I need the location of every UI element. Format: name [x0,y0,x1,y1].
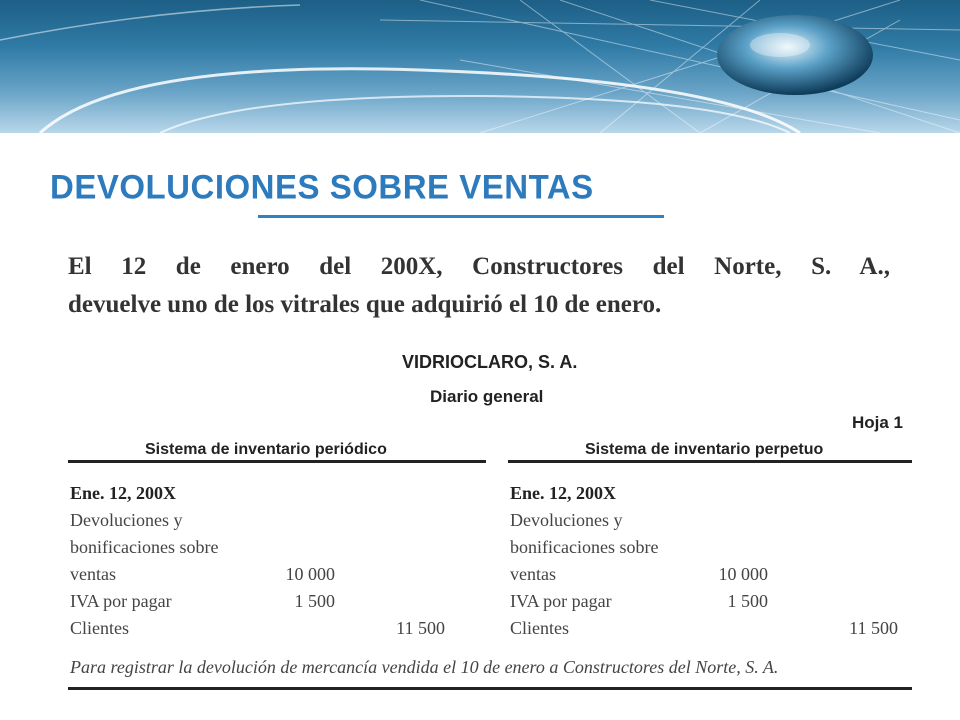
account-name: IVA por pagar [70,591,172,611]
credit-amount: 11 500 [396,618,445,638]
entry-line [510,588,900,615]
entry-line [70,561,450,588]
sheet-label: Hoja 1 [852,413,904,432]
credit-amount: 11 500 [849,618,898,638]
debit-amount: 10 000 [718,564,768,584]
entry-line [510,534,900,561]
account-name: ventas [510,564,556,584]
header-banner [0,0,960,133]
perpetual-heading: Sistema de inventario perpetuo [585,441,824,458]
journal-title: Diario general [430,387,544,406]
account-name: bonificaciones sobre [510,537,659,557]
entry-line [510,507,900,534]
entry-note: Para registrar la devolución de mercancía vendida el 10 de enero a Constructores del Norte, S. A. [70,657,779,677]
debit-amount: 1 500 [294,591,335,611]
page-title: DEVOLUCIONES SOBRE VENTAS [50,167,594,206]
perpetual-entry [510,480,900,642]
account-name: Clientes [70,618,129,638]
periodic-heading: Sistema de inventario periódico [145,441,387,458]
account-name: IVA por pagar [510,591,612,611]
intro-line-1: El 12 de enero del 200X, Constructores del Norte, S. A., [68,253,890,280]
account-name: Clientes [510,618,569,638]
periodic-rule [68,460,486,463]
account-name: ventas [70,564,116,584]
periodic-entry [70,480,450,642]
entry-date: Ene. 12, 200X [510,483,617,503]
perpetual-rule [508,460,912,463]
account-name: Devoluciones y [510,510,623,530]
entry-date: Ene. 12, 200X [70,483,177,503]
account-name: Devoluciones y [70,510,183,530]
entry-line [70,534,450,561]
entry-line [510,615,900,642]
entry-line [70,588,450,615]
company-name: VIDRIOCLARO, S. A. [402,352,578,372]
debit-amount: 1 500 [727,591,768,611]
intro-line-2: devuelve uno de los vitrales que adquirió el 10 de enero. [68,291,662,318]
entry-line [70,615,450,642]
banner-graphic [0,0,960,133]
intro-paragraph [68,248,890,324]
bottom-rule [68,687,912,690]
entry-line [510,561,900,588]
title-underline [258,215,664,218]
account-name: bonificaciones sobre [70,537,219,557]
entry-line [70,507,450,534]
debit-amount: 10 000 [285,564,335,584]
